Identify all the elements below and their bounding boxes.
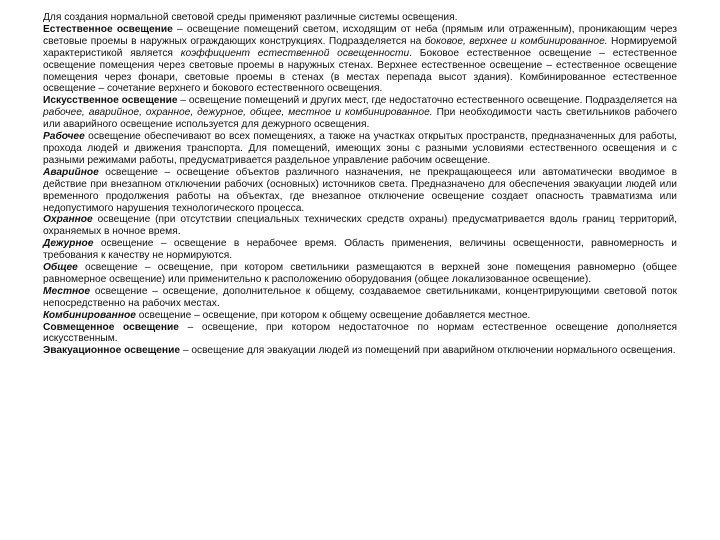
natural-lighting-coefficient: коэффициент естественной освещенности [180,47,410,59]
emergency-lighting-text: освещение – освещение объектов различного назначения, не прекращающееся или автоматически вводимое в действие при внезапном отключении рабочих (основных) источников света. Предназначено для обеспечения эвакуации людей или временного продолжения работы на объектах, где внезапное отключение освещение создает опасность травматизма или недопустимого нарушения технологического процесса. [43,166,677,214]
combined-lighting-paragraph [43,310,677,322]
duty-lighting-text: освещение – освещение в нерабочее время. Область применения, величины освещенности, равномерность и требования к качеству не нормируются. [43,238,677,262]
natural-lighting-text-1: – освещение помещений светом, исходящим от неба (прямым или отраженным), проникающим через световые проемы в наружных ограждающих конструкциях. Подразделяется на [43,23,677,47]
working-lighting-text: освещение обеспечивают во всех помещениях, а также на участках открытых пространств, предназначенных для работы, прохода людей и движения транспорта. Для помещений, имеющих зоны с разными условиями естественного освещения и с разными режимами работы, предусматривается раздельное управление рабочим освещение. [43,131,677,166]
working-lighting-term: Рабочее [43,131,85,143]
document-body [43,12,677,357]
joint-lighting-term: Совмещенное освещение [43,321,179,333]
local-lighting-paragraph [43,286,677,310]
local-lighting-text: освещение – освещение, дополнительное к общему, создаваемое светильниками, концентрирующими световой поток непосредственно на рабочих местах. [43,285,677,309]
emergency-lighting-term: Аварийное [43,166,99,178]
natural-lighting-paragraph [43,24,677,95]
general-lighting-paragraph [43,262,677,286]
natural-lighting-term: Естественное освещение [43,23,173,35]
natural-lighting-kinds: боковое, верхнее и комбинированное. [424,35,608,47]
duty-lighting-term: Дежурное [43,238,94,250]
natural-lighting-text-2: Нормируемой характеристикой является [43,35,677,59]
artificial-lighting-kinds: рабочее, аварийное, охранное, дежурное, общее, местное и комбинированное. [43,107,433,119]
security-lighting-term: Охранное [43,214,93,226]
combined-lighting-text: освещение – освещение, при котором к общему освещение добавляется местное. [135,309,531,321]
evacuation-lighting-term: Эвакуационное освещение [43,345,181,357]
artificial-lighting-text-1: – освещение помещений и других мест, где недостаточно естественного освещение. Подразделяется на [177,95,678,107]
working-lighting-paragraph [43,131,677,167]
emergency-lighting-paragraph [43,167,677,215]
evacuation-lighting-paragraph [43,345,677,357]
artificial-lighting-text-2: При необходимости часть светильников рабочего или аварийного освещение используется для дежурного освещения. [43,107,677,131]
duty-lighting-paragraph [43,238,677,262]
intro-paragraph [43,12,677,24]
general-lighting-text: освещение – освещение, при котором светильники размещаются в верхней зоне помещения равномерно (общее равномерное освещение) или применительно к расположению оборудования (общее локализованное освещение). [43,262,677,285]
general-lighting-term: Общее [43,262,78,274]
evacuation-lighting-text: – освещение для эвакуации людей из помещений при аварийном отключении нормального освещения. [180,345,676,357]
local-lighting-term: Местное [43,285,91,297]
joint-lighting-text: – освещение, при котором недостаточное по нормам естественное освещение дополняется искусственным. [43,321,677,345]
natural-lighting-text-3: . Боковое естественное освещение – естественное освещение помещения через световые проемы в наружных стенах. Верхнее естественное освещение – естественное освещение помещения через фонари, световые проемы в стенах (в местах перепада высот здания). Комбинированное естественное освещение – сочетание верхнего и бокового естественного освещения. [43,47,678,95]
artificial-lighting-term: Искусственное освещение [43,95,178,107]
joint-lighting-paragraph [43,322,677,346]
security-lighting-paragraph [43,214,677,238]
intro-text: Для создания нормальной световой среды применяют различные системы освещения. [43,12,458,23]
combined-lighting-term: Комбинированное [43,309,136,321]
security-lighting-text: освещение (при отсутствии специальных технических средств охраны) предусматривается вдоль границ территорий, охраняемых в ночное время. [43,214,677,238]
artificial-lighting-paragraph [43,95,677,131]
